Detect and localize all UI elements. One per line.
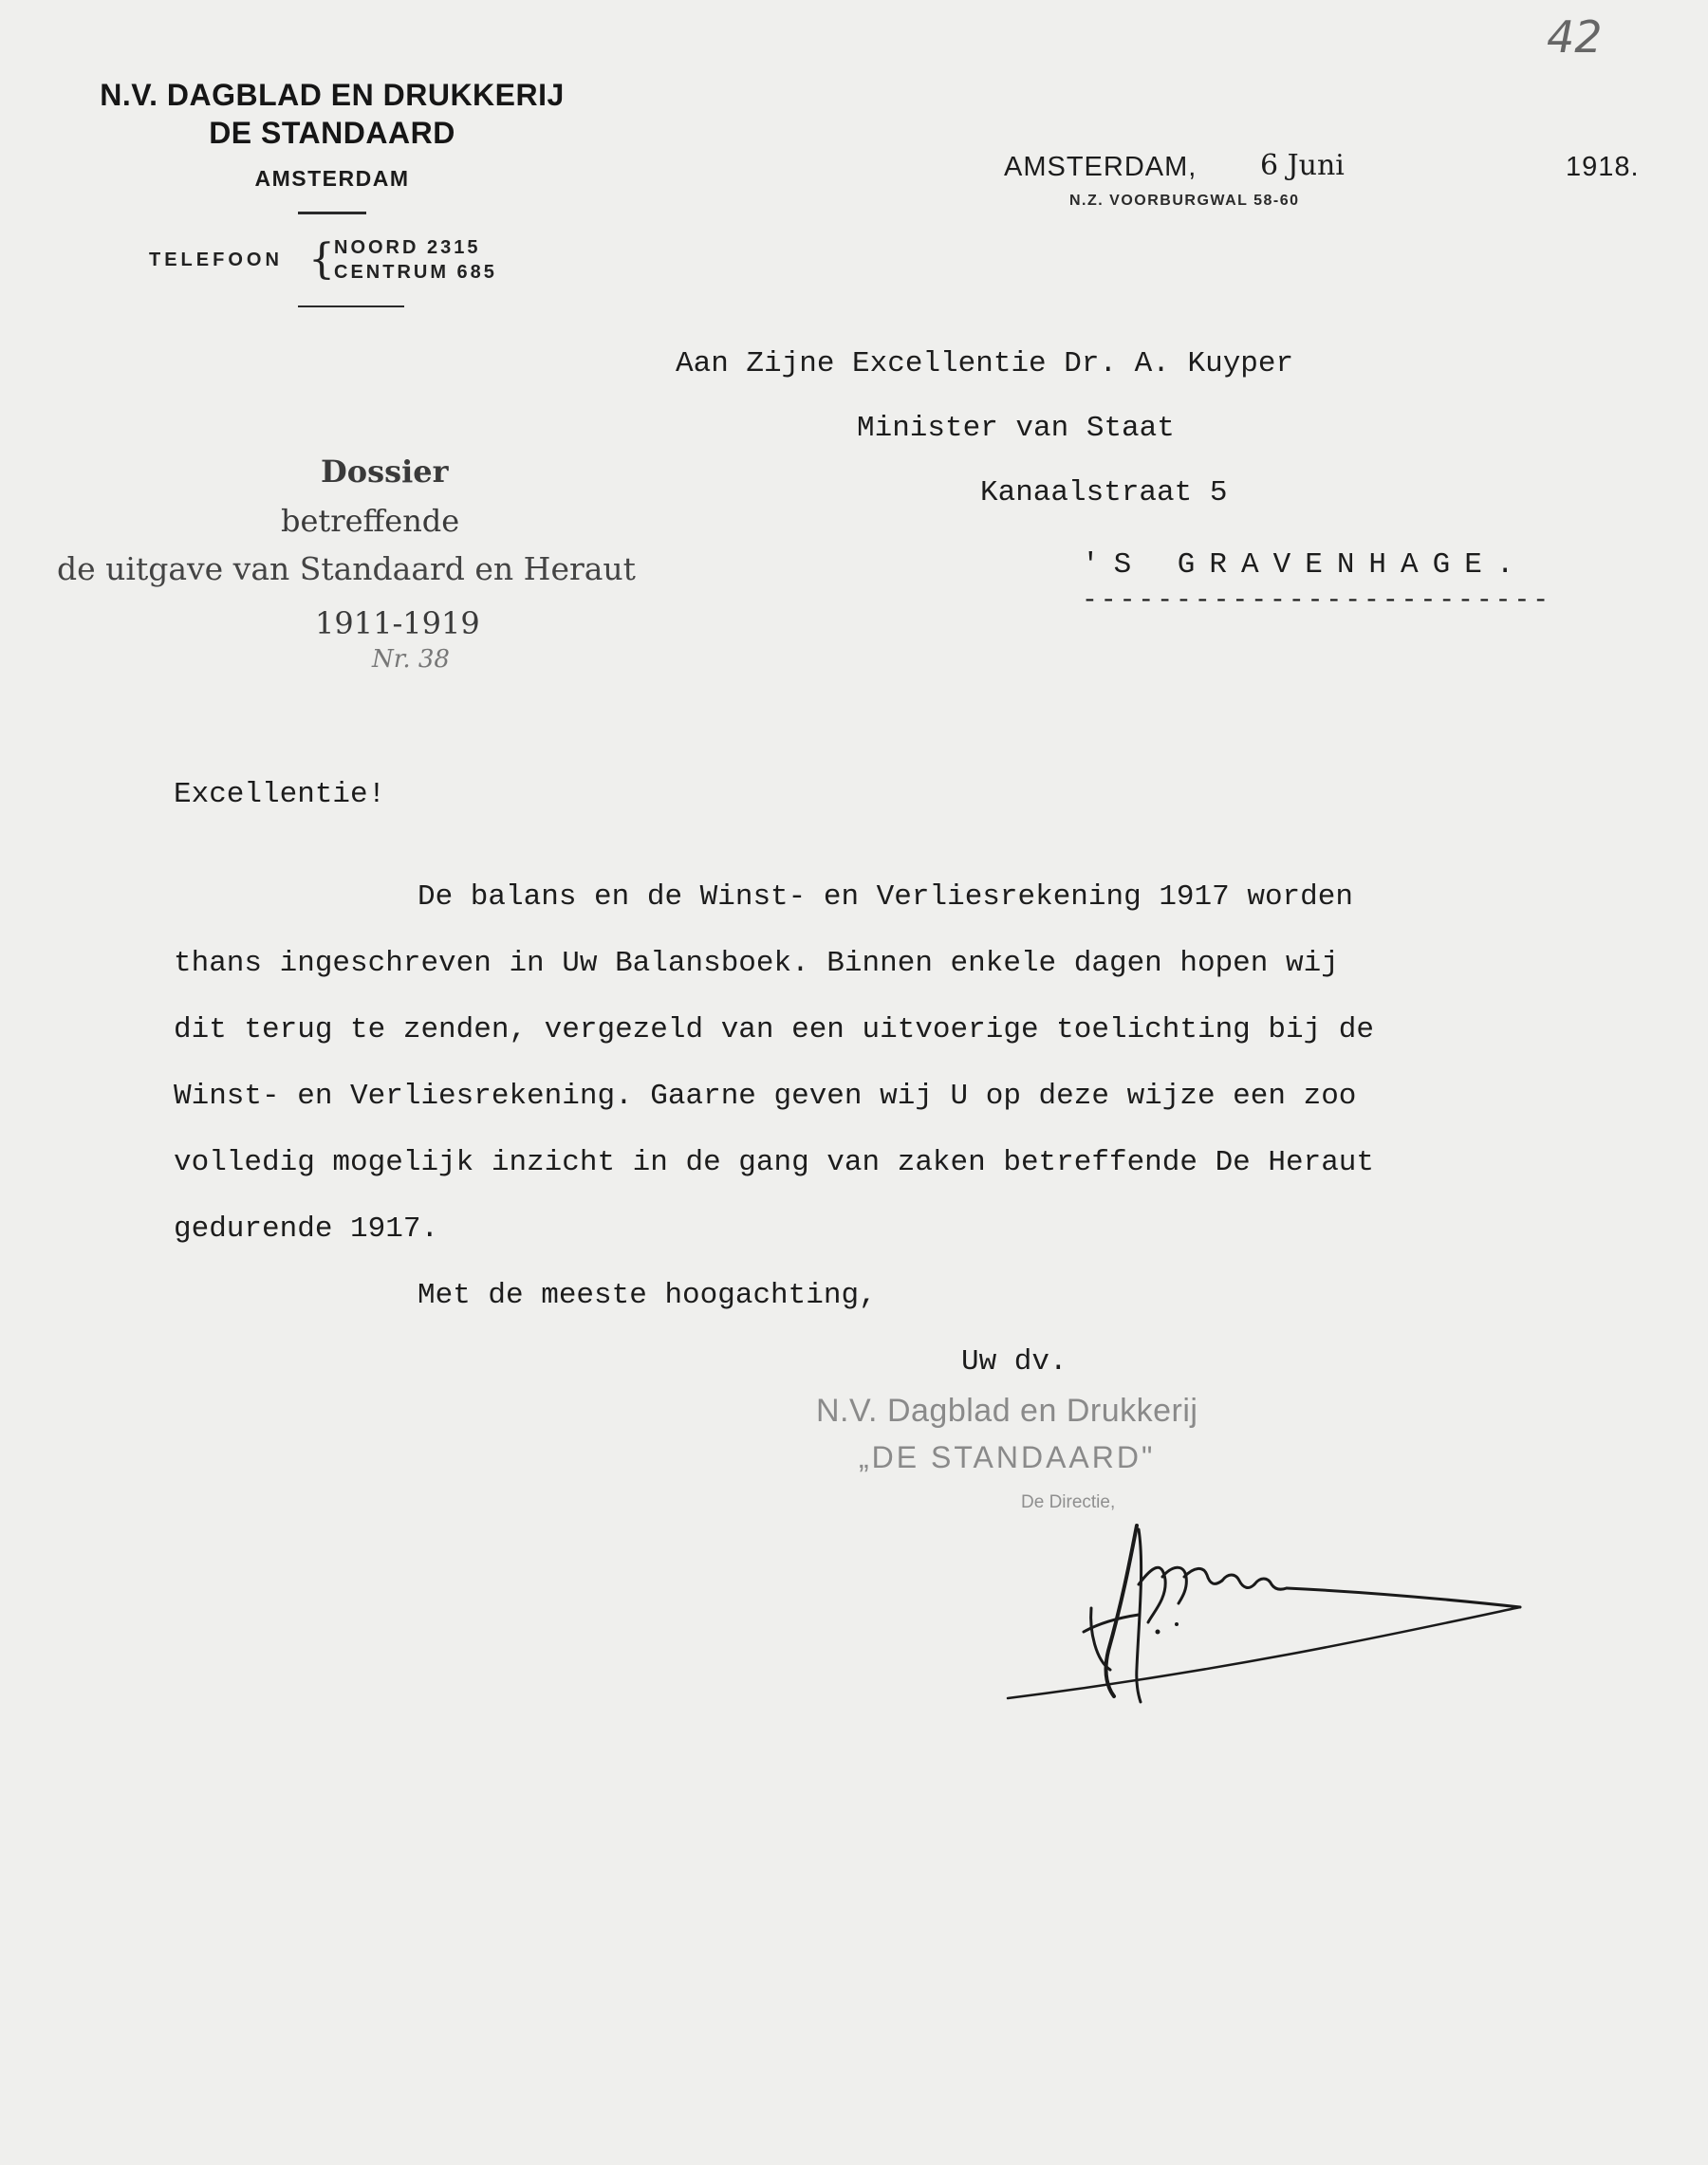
letterhead-city: AMSTERDAM: [254, 166, 410, 191]
body-line-2: thans ingeschreven in Uw Balansboek. Binnen enkele dagen hopen wij: [174, 947, 1339, 980]
letterhead-divider-bottom: [298, 305, 404, 307]
company-stamp-directie: De Directie,: [1021, 1492, 1116, 1512]
body-line-1: De balans en de Winst- en Verliesrekening 1917 worden: [418, 880, 1353, 914]
company-stamp-newspaper: „DE STANDAARD": [859, 1440, 1156, 1474]
body-line-3: dit terug te zenden, vergezeld van een uitvoerige toelichting bij de: [174, 1013, 1375, 1046]
archive-stamp-betreffende: betreffende: [281, 503, 460, 539]
archive-stamp-number: Nr. 38: [372, 645, 450, 674]
date-city: AMSTERDAM,: [1004, 152, 1197, 182]
letter-salutation: Excellentie!: [174, 778, 386, 811]
archive-stamp-subject: de uitgave van Standaard en Heraut: [57, 550, 636, 587]
recipient-line-street: Kanaalstraat 5: [980, 476, 1228, 509]
letterhead-street-address: N.Z. VOORBURGWAL 58-60: [1069, 193, 1300, 209]
handwritten-signature: [996, 1508, 1547, 1717]
date-day-month: 6 Juni: [1260, 149, 1345, 182]
letterhead-divider-top: [298, 212, 366, 214]
body-line-6: gedurende 1917.: [174, 1212, 439, 1246]
letter-closing: Met de meeste hoogachting,: [418, 1279, 877, 1312]
recipient-line-city: 'S GRAVENHAGE.: [1082, 548, 1529, 582]
folio-number: 42: [1547, 11, 1603, 63]
company-name-line1: N.V. DAGBLAD EN DRUKKERIJ: [100, 78, 565, 112]
date-year: 1918.: [1566, 152, 1640, 182]
telephone-brace: {: [308, 235, 335, 284]
recipient-line-title: Minister van Staat: [857, 412, 1175, 445]
body-line-4: Winst- en Verliesrekening. Gaarne geven wij U op deze wijze een zoo: [174, 1080, 1357, 1113]
company-name-line2: DE STANDAARD: [209, 116, 455, 150]
telephone-number-centrum: CENTRUM 685: [334, 262, 497, 283]
recipient-line-name: Aan Zijne Excellentie Dr. A. Kuyper: [676, 347, 1294, 380]
letterhead-company: [66, 76, 598, 152]
company-stamp-name: N.V. Dagblad en Drukkerij: [816, 1393, 1198, 1429]
body-line-5: volledig mogelijk inzicht in de gang van zaken betreffende De Heraut: [174, 1146, 1375, 1179]
telephone-label: TELEFOON: [149, 250, 283, 270]
recipient-city-underline: -------------------------: [1082, 586, 1552, 616]
telephone-number-noord: NOORD 2315: [334, 237, 481, 258]
archive-stamp-dossier: Dossier: [321, 453, 449, 490]
letter-sign-off: Uw dv.: [961, 1345, 1068, 1379]
archive-stamp-years: 1911-1919: [315, 605, 480, 641]
